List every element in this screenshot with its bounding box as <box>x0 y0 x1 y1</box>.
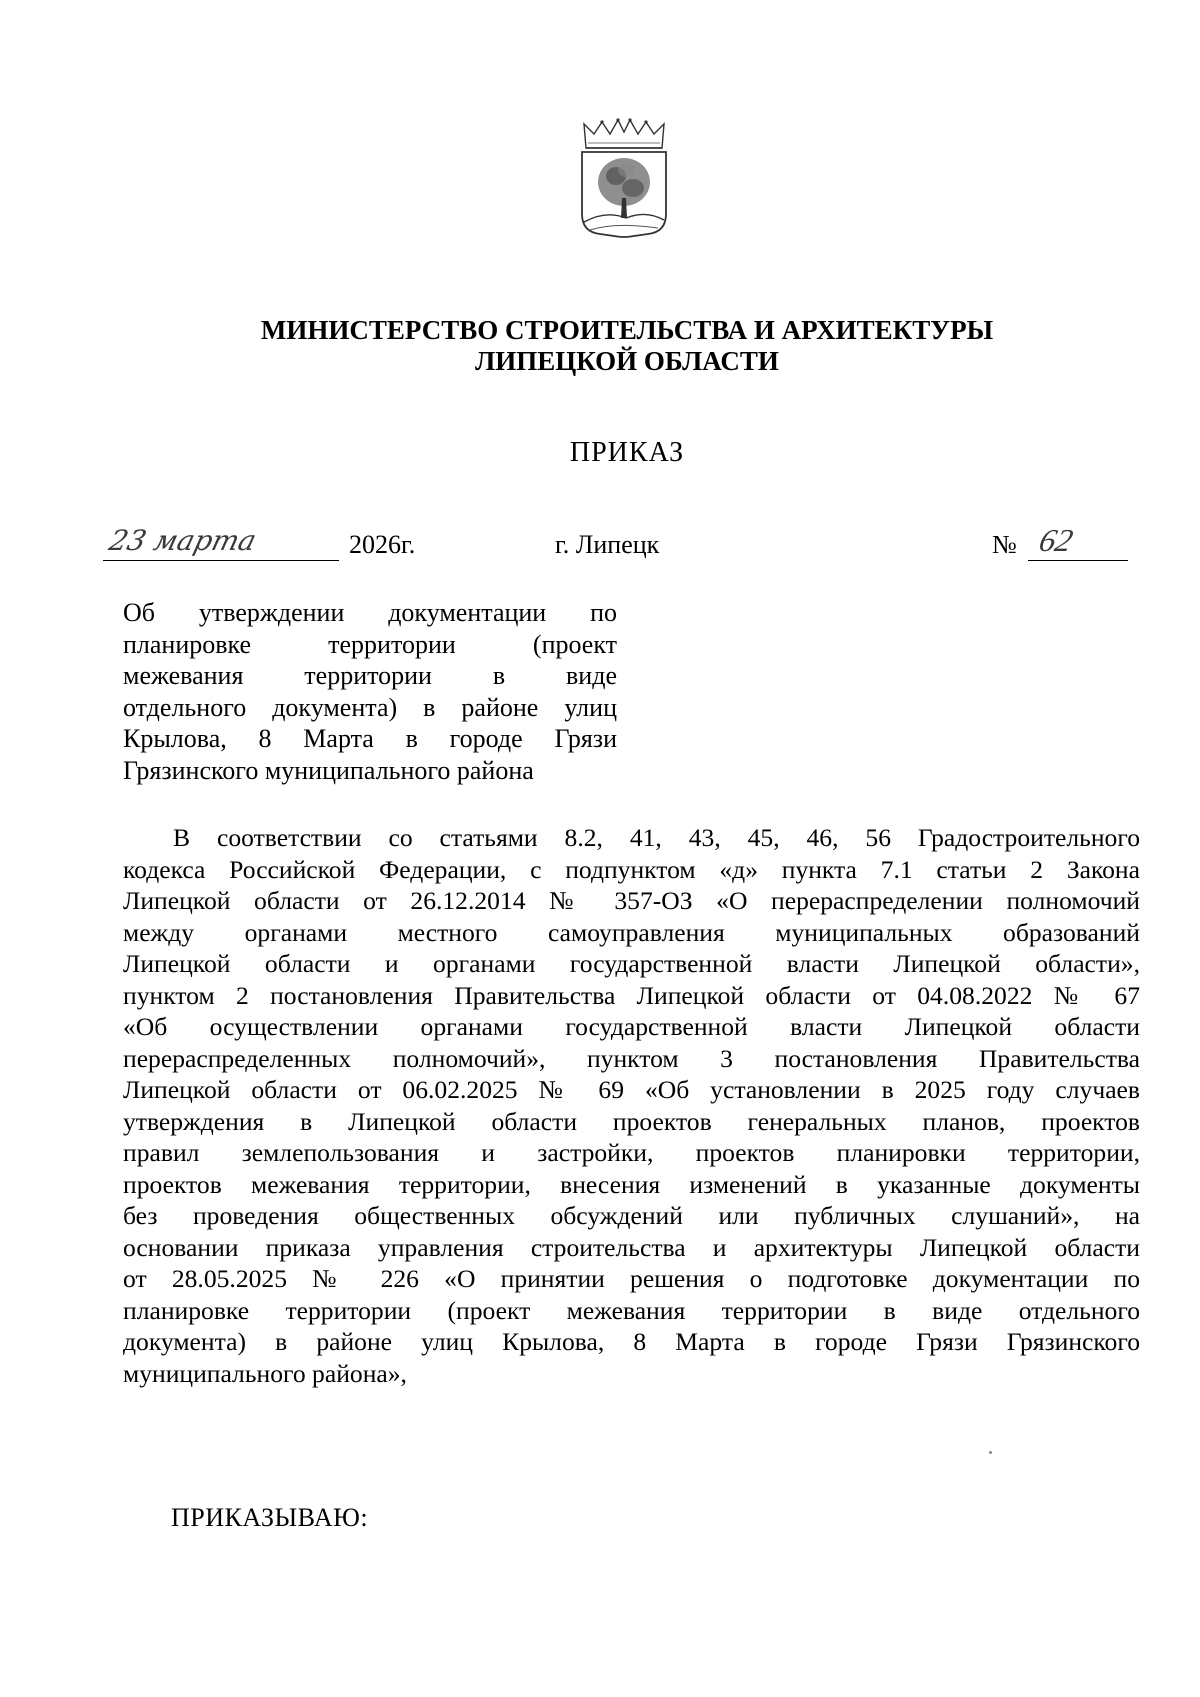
order-subject <box>123 597 617 787</box>
body-line: от 28.05.2025 № 226 «О принятии решения о подготовке документации по <box>123 1264 1140 1293</box>
subject-line: Крылова, 8 Марта в городе Грязи <box>123 724 617 754</box>
body-line: правил землепользования и застройки, проектов планировки территории, <box>123 1138 1140 1167</box>
handwritten-order-number: 62 <box>1035 522 1077 558</box>
body-line: основании приказа управления строительства и архитектуры Липецкой области <box>123 1232 1140 1262</box>
coat-of-arms-icon <box>576 118 672 246</box>
date-year: 2026г. <box>349 530 416 559</box>
scan-speck <box>989 1451 992 1454</box>
body-line: муниципального района», <box>123 1358 407 1388</box>
number-sign: № <box>992 530 1017 559</box>
body-line: Липецкой области и органами государственной власти Липецкой области», <box>123 949 1140 978</box>
body-line: В соответствии со статьями 8.2, 41, 43, 45, 46, 56 Градостроительного <box>173 823 1140 852</box>
body-line: пунктом 2 постановления Правительства Липецкой области от 04.08.2022 № 67 <box>123 980 1140 1010</box>
subject-line: отдельного документа) в районе улиц <box>123 692 617 722</box>
number-underline <box>1028 560 1128 561</box>
body-line: проектов межевания территории, внесения изменений в указанные документы <box>123 1169 1140 1199</box>
subject-line: межевания территории в виде <box>123 661 617 691</box>
body-line: Липецкой области от 26.12.2014 № 357-ОЗ «О перераспределении полномочий <box>123 886 1140 915</box>
subject-line: Грязинского муниципального района <box>123 755 534 785</box>
body-line: документа) в районе улиц Крылова, 8 Марта в городе Грязи Грязинского <box>123 1327 1140 1356</box>
ministry-name-line-1: МИНИСТЕРСТВО СТРОИТЕЛЬСТВА И АРХИТЕКТУРЫ <box>260 315 994 345</box>
body-line: утверждения в Липецкой области проектов генеральных планов, проектов <box>123 1106 1140 1136</box>
date-number-row <box>0 522 1200 570</box>
body-line: без проведения общественных обсуждений или публичных слушаний», на <box>123 1201 1140 1230</box>
order-preamble <box>123 822 1140 1389</box>
body-line: Липецкой области от 06.02.2025 № 69 «Об установлении в 2025 году случаев <box>123 1075 1140 1104</box>
ministry-name-line-2: ЛИПЕЦКОЙ ОБЛАСТИ <box>475 346 779 376</box>
body-line: между органами местного самоуправления муниципальных образований <box>123 917 1140 947</box>
date-underline <box>103 560 339 561</box>
body-line: перераспределенных полномочий», пунктом 3 постановления Правительства <box>123 1043 1140 1073</box>
ministry-name <box>0 315 1200 377</box>
body-line: «Об осуществлении органами государственной власти Липецкой области <box>123 1012 1140 1041</box>
subject-line: Об утверждении документации по <box>123 598 617 627</box>
body-line: планировке территории (проект межевания территории в виде отдельного <box>123 1295 1140 1325</box>
handwritten-date: 23 марта <box>105 524 260 557</box>
city: г. Липецк <box>555 530 660 559</box>
body-line: кодекса Российской Федерации, с подпунктом «д» пункта 7.1 статьи 2 Закона <box>123 854 1140 884</box>
subject-line: планировке территории (проект <box>123 629 617 659</box>
order-title: ПРИКАЗ <box>569 437 685 468</box>
decree-heading: ПРИКАЗЫВАЮ: <box>171 1503 369 1532</box>
